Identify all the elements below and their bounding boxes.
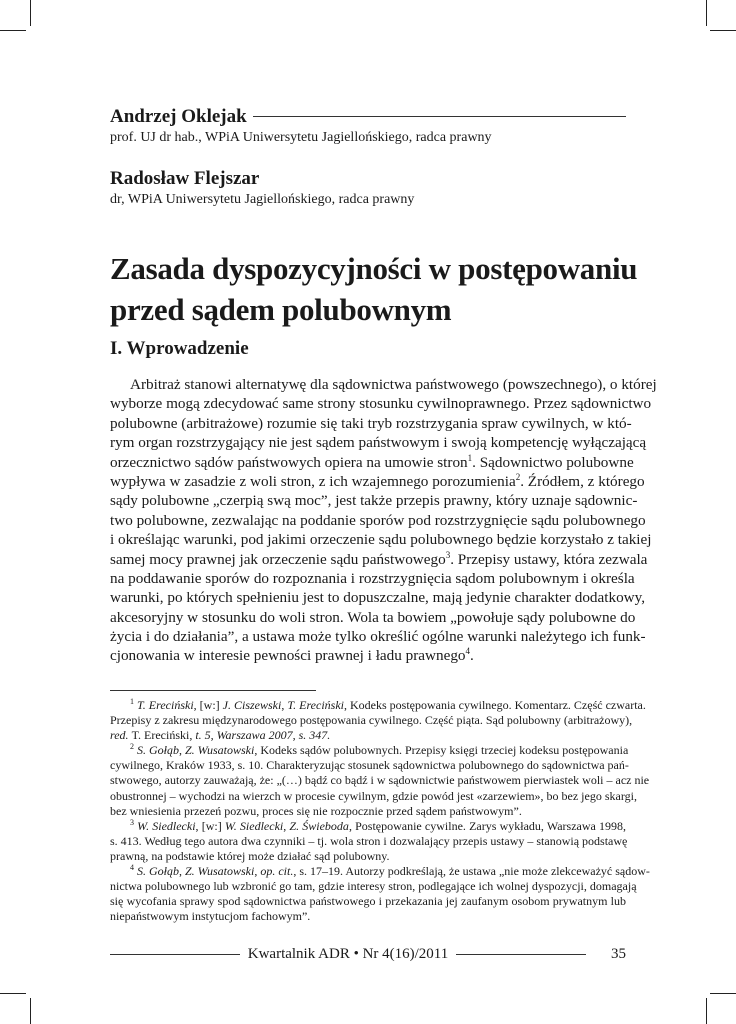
title-line: przed sądem polubownym (110, 292, 452, 327)
footnote-line: bez wniesienia przezeń pozwu, proces się nie rozpocznie przed sądem państwowym”. (110, 803, 522, 818)
footnote-line: prawną, na podstawie której może działać sąd polubowny. (110, 848, 390, 863)
footnote-line: niepaństwowym instytucjom fachowym”. (110, 909, 311, 924)
body-line: polubowne (arbitrażowe) rozumie się taki tryb rozstrzygania spraw cywilnych, w któ- (110, 414, 632, 432)
article-title (110, 248, 650, 330)
body-line: cjonowania w interesie pewności prawnej i ładu prawnego$^4$. (110, 646, 474, 665)
footnote-line: się wycofania sprawy spod sądownictwa państwowego i przekazania jej zaufanym osobom prywatnym lub (110, 894, 626, 909)
footnote-line: Przepisy z zakresu międzynarodowego postępowania cywilnego. Część piąta. Sąd polubowny (arbitrażowy), (110, 713, 633, 728)
section-heading: I. Wprowadzenie (110, 338, 249, 359)
footnote-number: 4 (130, 863, 134, 873)
body-line: orzecznictwo sądów państwowych opiera na umowie stron$^1$. Sądownictwo polubowne (110, 452, 634, 471)
footnote-line: $^1$ T. Ereciński, [w:] J. Ciszewski, T. Ereciński, Kodeks postępowania cywilnego. Komentarz. Część czwarta. (130, 697, 646, 712)
body-line: warunki, po których spełnieniu jest to dopuszczalne, mają jedynie charakter dodatkowy, (110, 589, 646, 607)
footnote-ref[interactable]: 2 (515, 471, 521, 482)
author-1 (110, 106, 626, 128)
footnote-number: 1 (130, 697, 134, 706)
crop-mark (30, 0, 31, 26)
crop-mark (706, 0, 707, 26)
footnote-ref[interactable]: 3 (445, 549, 451, 560)
footer-rule (456, 954, 586, 955)
body-line: i określając warunki, pod jakimi orzeczenie sądu polubownego będzie korzystało z takiej (110, 531, 652, 549)
footnote-line: cywilnego, Kraków 1933, s. 10. Charakteryzując stosunek sądownictwa polubownego do sądownictwa pań- (110, 758, 629, 773)
crop-mark (0, 993, 26, 994)
footnote-line: obustronnej – wychodzi na wierzch w procesie cywilnym, gdzie powód jest «zarzewiem», bo bez jego skargi, (110, 788, 637, 803)
body-line: wypływa w zasadzie z woli stron, z ich wzajemnego porozumienia$^2$. Źródłem, z którego (110, 471, 645, 490)
footnote-line: $^2$ S. Gołąb, Z. Wusatowski, Kodeks sądów polubownych. Przepisy księgi trzeciej kodeksu postępowania (130, 742, 629, 758)
crop-mark (710, 993, 736, 994)
body-line: sądy polubowne „czerpią swą moc”, jest także przepis prawny, który uznaje sądownic- (110, 492, 638, 510)
footnote-number: 2 (130, 742, 134, 752)
footnote-ref[interactable]: 1 (467, 452, 473, 463)
body-line: two polubowne, zezwalając na poddanie sporów pod rozstrzygnięcie sądu polubownego (110, 511, 646, 529)
body-line: na poddawanie sporów do rozpoznania i rozstrzygnięcia sądom polubownym i określa (110, 569, 635, 587)
body-line: życia i do działania”, a ustawa może tylko określić ogólne warunki należytego ich funk- (110, 628, 646, 646)
footnote-line: nictwa polubownego lub wzbronić go tam, gdzie interesy stron, podlegające ich wolnej dyspozycji, domagają (110, 879, 637, 894)
crop-mark (706, 998, 707, 1024)
body-line: samej mocy prawnej jak orzeczenie sądu państwowego$^3$. Przepisy ustawy, która zezwala (110, 549, 648, 568)
footnote-line: $^3$ W. Siedlecki, [w:] W. Siedlecki, Z. Świeboda, Postępowanie cywilne. Zarys wykładu, Warszawa 1998, (130, 817, 627, 833)
footnote-number: 3 (130, 817, 134, 827)
author-2 (110, 168, 626, 190)
body-text (110, 375, 657, 666)
body-line: rym organ rozstrzygający nie jest sądem państwowym i swoją kompetencję wyłączającą (110, 434, 647, 452)
footnote-rule (110, 690, 316, 691)
author-name: Andrzej Oklejak (110, 106, 247, 127)
author-name: Radosław Flejszar (110, 168, 260, 189)
footnote-line: s. 413. Według tego autora dwa czynniki – tj. wola stron i dozwalający przepis ustawy – stanowią podstawę (110, 833, 628, 848)
title-line: Zasada dyspozycyjności w postępowaniu (110, 251, 638, 286)
page-footer (110, 944, 626, 964)
footnote-line: stwowego, autorzy zauważają, że: „(…) bądź co bądź i w sądownictwie państwowem pierwiastek woli – acz nie (110, 773, 650, 788)
author-affiliation: prof. UJ dr hab., WPiA Uniwersytetu Jagiellońskiego, radca prawny (110, 130, 492, 145)
footer-rule (110, 954, 240, 955)
crop-mark (710, 30, 736, 31)
page-number: 35 (611, 945, 627, 962)
body-line: akcesoryjny w stosunku do woli stron. Wola ta bowiem „powołuje sądy polubowne do (110, 608, 636, 626)
body-line: Arbitraż stanowi alternatywę dla sądownictwa państwowego (powszechnego), o której (130, 376, 657, 393)
author-affiliation: dr, WPiA Uniwersytetu Jagiellońskiego, radca prawny (110, 192, 415, 207)
author-rule (253, 116, 626, 117)
footnote-line: red. T. Ereciński, t. 5, Warszawa 2007, s. 347. (110, 728, 331, 743)
journal-name: Kwartalnik ADR • Nr 4(16)/2011 (247, 945, 449, 962)
crop-mark (0, 30, 26, 31)
body-line: wyborze mogą zdecydować same strony stosunku cywilnoprawnego. Przez sądownictwo (110, 395, 652, 413)
footnotes (110, 697, 650, 924)
footnote-ref[interactable]: 4 (465, 646, 471, 657)
footnote-line: $^4$ S. Gołąb, Z. Wusatowski, op. cit., s. 17–19. Autorzy podkreślają, że ustawa „nie może zlekceważyć sądow- (130, 863, 650, 879)
crop-mark (30, 998, 31, 1024)
